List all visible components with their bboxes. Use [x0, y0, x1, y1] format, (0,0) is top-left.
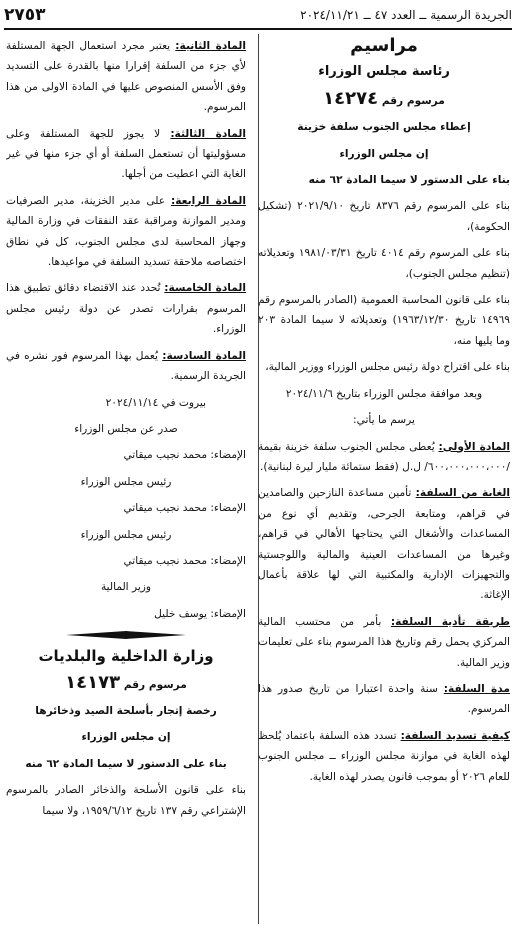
advance-period-label: مدة السلفة: [443, 682, 510, 695]
preamble-gov-formation: بناء على المرسوم رقم ٨٣٧٦ تاريخ ٢٠٢١/٩/١٠ (تشكيل الحكومة)، [258, 200, 510, 233]
pm-title-2: رئيس مجلس الوزراء [80, 528, 172, 541]
decree-2-label: مرسوم رقم [123, 678, 187, 691]
decree-label: مرسوم رقم [381, 94, 445, 107]
article-6-label: المادة السادسة: [162, 349, 246, 362]
preamble-council: إن مجلس الوزراء [339, 147, 429, 160]
decree-2-number: ١٤١٧٣ [65, 671, 121, 693]
pm-title-1: رئيس مجلس الوزراء [80, 475, 172, 488]
preamble-constitution: بناء على الدستور لا سيما المادة ٦٢ منه [308, 174, 510, 187]
decree-2-heading [6, 673, 246, 695]
decree-2-weapons-law: بناء على قانون الأسلحة والذخائر الصادر بالمرسوم الإشتراعي رقم ١٣٧ تاريخ ١٩٥٩/٦/١٢، ولا سيما [6, 784, 246, 817]
signature-1: الإمضاء: محمد نجيب ميقاتي [123, 449, 246, 462]
ornament-icon [66, 630, 186, 640]
article-5 [6, 278, 246, 339]
issued-by: صدر عن مجلس الوزراء [74, 422, 178, 435]
decree-2-subject: رخصة إتجار بأسلحة الصيد وذخائرها [35, 704, 217, 717]
section-title: مراسيم [350, 36, 418, 56]
advance-goal-text: تأمين مساعدة النازحين والصامدين في قراهم، ومتابعة الجرحى، وتقديم أي نوع من المساعدات والأشغال التي يحتاجها الأهالي في قراهم، وغيرها من المساعدات العينية والمالية واللوجستية والتجهيزات الإدارية والمكتبية التي لها علاقة بأعمال الإغاثة. [258, 487, 510, 602]
decree-2-council: إن مجلس الوزراء [81, 731, 171, 744]
authority-title: رئاسة مجلس الوزراء [318, 64, 450, 80]
advance-method [258, 612, 510, 673]
decrees-following: يرسم ما يأتي: [353, 414, 415, 427]
article-4 [6, 191, 246, 273]
advance-method-text: بأمر من محتسب المالية المركزي يحمل رقم وتاريخ هذا المرسوم بناء على تعليمات وزير المالية. [258, 615, 510, 669]
article-4-label: المادة الرابعة: [170, 194, 246, 207]
advance-period-text: سنة واحدة اعتبارا من تاريخ صدور هذا المرسوم. [258, 682, 510, 716]
decree-heading [258, 89, 510, 111]
article-6 [6, 346, 246, 387]
advance-settlement-text: تسدد هذه السلفة باعتماد يُلحظ لهذه الغاية في موازنة مجلس الوزراء ــ مجلس الجنوب للعام ٢٠٢٦ أو بموجب قانون يصدر لهذه الغاية. [258, 729, 510, 783]
article-5-label: المادة الخامسة: [164, 282, 246, 295]
signature-3: الإمضاء: محمد نجيب ميقاتي [123, 554, 246, 567]
article-1-label: المادة الأولى: [438, 440, 510, 453]
article-6-text: يُعمل بهذا المرسوم فور نشره في الجريدة الرسمية. [6, 349, 246, 383]
preamble-proposal: بناء على اقتراح دولة رئيس مجلس الوزراء ووزير المالية، [265, 361, 510, 374]
right-column [258, 36, 510, 934]
article-4-text: على مدير الخزينة، مدير الصرفيات ومدير الموازنة ومراقبة عقد النفقات في وزارة المالية وجهاز المحاسبة لدى مجلس الجنوب، كل في نطاق اختصاصه ملاحقة تسديد السلفة في مواعيدها. [6, 194, 246, 269]
article-2-text: يعتبر مجرد استعمال الجهة المستلفة لأي جزء من السلفة إقرارا منها بالقدرة على التسديد وفق الأسس المنصوص عليها في المادة الاولى من هذا المرسوم. [6, 40, 246, 114]
article-3 [6, 124, 246, 185]
article-1 [258, 437, 510, 478]
preamble-accounting-law: بناء على قانون المحاسبة العمومية (الصادر بالمرسوم رقم ١٤٩٦٩ تاريخ ١٩٦٣/١٢/٣٠) وتعديلاته لا سيما المادة ٢٠٣ وما يليها منه، [258, 294, 510, 347]
issue-date: بيروت في ٢٠٢٤/١١/١٤ [105, 396, 206, 409]
advance-period [258, 679, 510, 720]
section-separator-ornament [6, 630, 246, 640]
page-number: ٢٧٥٣ [4, 5, 46, 25]
article-2 [6, 36, 246, 118]
signature-4: الإمضاء: يوسف خليل [154, 607, 246, 620]
article-1-text: يُعطى مجلس الجنوب سلفة خزينة بقيمة /٦٠٠،٠٠٠،٠٠٠،٠٠٠/ ل.ل (فقط ستمائة مليار ليرة لبنانية). [258, 440, 510, 473]
article-3-text: لا يجوز للجهة المستلفة وعلى مسؤوليتها أن تستعمل السلفة أو أي جزء منها في غير الغاية التي اعطيت من أجلها. [6, 127, 246, 181]
left-column [6, 36, 246, 934]
article-2-label: المادة الثانية: [175, 40, 246, 52]
article-5-text: تُحدد عند الاقتضاء دقائق تطبيق هذا المرسوم بقرارات تصدر عن دولة رئيس مجلس الوزراء. [6, 282, 246, 336]
ministry-title: وزارة الداخلية والبلديات [38, 647, 214, 666]
article-3-label: المادة الثالثة: [170, 127, 246, 140]
advance-settlement-label: كيفية تسديد السلفة: [400, 729, 510, 742]
gazette-title: الجريدة الرسمية ــ العدد ٤٧ ــ ٢٠٢٤/١١/٢١ [300, 8, 512, 22]
advance-method-label: طريقة تأدية السلفة: [390, 615, 510, 628]
decree-2-constitution: بناء على الدستور لا سيما المادة ٦٢ منه [25, 757, 227, 770]
advance-settlement [258, 726, 510, 787]
preamble-south-council: بناء على المرسوم رقم ٤٠١٤ تاريخ ١٩٨١/٠٣/٣١ وتعديلاته (تنظيم مجلس الجنوب)، [258, 247, 510, 280]
decree-subject: إعطاء مجلس الجنوب سلفة خزينة [297, 121, 471, 134]
preamble-approval: وبعد موافقة مجلس الوزراء بتاريخ ٢٠٢٤/١١/٦ [285, 387, 483, 400]
advance-goal-label: الغاية من السلفة: [415, 487, 510, 500]
page-header [4, 2, 512, 30]
decree-number: ١٤٢٧٤ [323, 87, 379, 109]
signature-2: الإمضاء: محمد نجيب ميقاتي [123, 502, 246, 515]
advance-goal [258, 483, 510, 605]
finance-minister-title: وزير المالية [100, 581, 152, 594]
